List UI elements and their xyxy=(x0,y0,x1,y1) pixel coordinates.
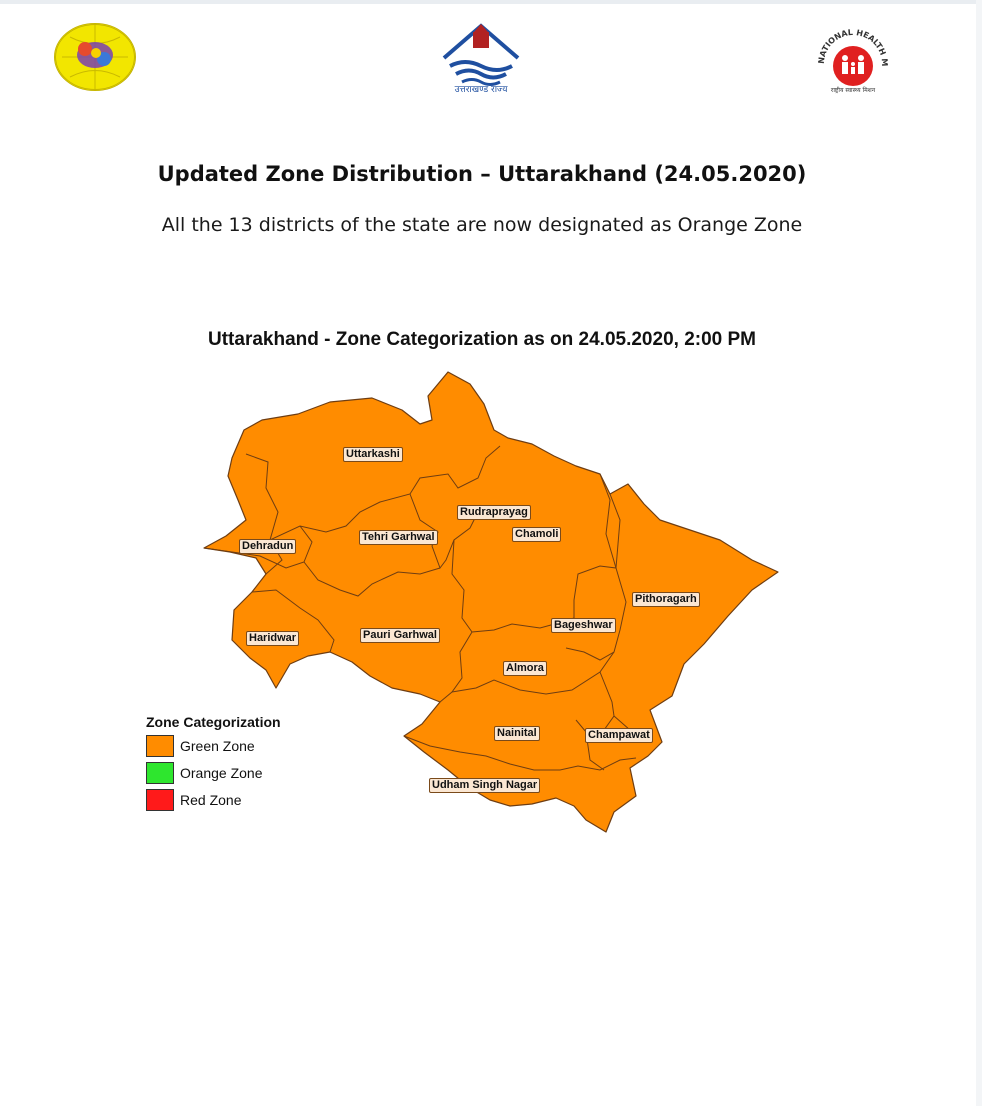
district-label-dehradun: Dehradun xyxy=(239,539,296,554)
nhm-caption: राष्ट्रीय स्वास्थ्य मिशन xyxy=(830,87,876,94)
district-label-chamoli: Chamoli xyxy=(512,527,561,542)
legend-label-red-zone: Red Zone xyxy=(180,791,242,808)
district-label-champawat: Champawat xyxy=(585,728,653,743)
district-label-uttarkashi: Uttarkashi xyxy=(343,447,403,462)
district-label-tehri-garhwal: Tehri Garhwal xyxy=(359,530,438,545)
legend-title: Zone Categorization xyxy=(146,714,281,730)
district-label-pithoragarh: Pithoragarh xyxy=(632,592,700,607)
legend-swatch-green-zone xyxy=(146,735,174,757)
district-label-pauri-garhwal: Pauri Garhwal xyxy=(360,628,440,643)
svg-text:NATIONAL HEALTH MISSION: NATIONAL HEALTH M xyxy=(816,27,890,67)
district-label-rudraprayag: Rudraprayag xyxy=(457,505,531,520)
legend-item xyxy=(146,786,326,813)
district-label-almora: Almora xyxy=(503,661,547,676)
map-legend xyxy=(146,714,326,813)
page-subtitle: All the 13 districts of the state are now designated as Orange Zone xyxy=(161,214,803,236)
district-label-haridwar: Haridwar xyxy=(246,631,299,646)
legend-item xyxy=(146,732,326,759)
legend-item xyxy=(146,759,326,786)
legend-swatch-red-zone xyxy=(146,789,174,811)
district-label-nainital: Nainital xyxy=(494,726,540,741)
district-label-bageshwar: Bageshwar xyxy=(551,618,616,633)
page-title: Updated Zone Distribution – Uttarakhand (24.05.2020) xyxy=(157,162,807,186)
legend-label-green-zone: Green Zone xyxy=(180,737,255,754)
map-title: Uttarakhand - Zone Categorization as on 24.05.2020, 2:00 PM xyxy=(208,329,756,350)
district-label-udham-singh-nagar: Udham Singh Nagar xyxy=(429,778,540,793)
legend-label-orange-zone: Orange Zone xyxy=(180,764,263,781)
legend-swatch-orange-zone xyxy=(146,762,174,784)
state-emblem-caption: उत्तराखण्ड राज्य xyxy=(454,85,508,95)
